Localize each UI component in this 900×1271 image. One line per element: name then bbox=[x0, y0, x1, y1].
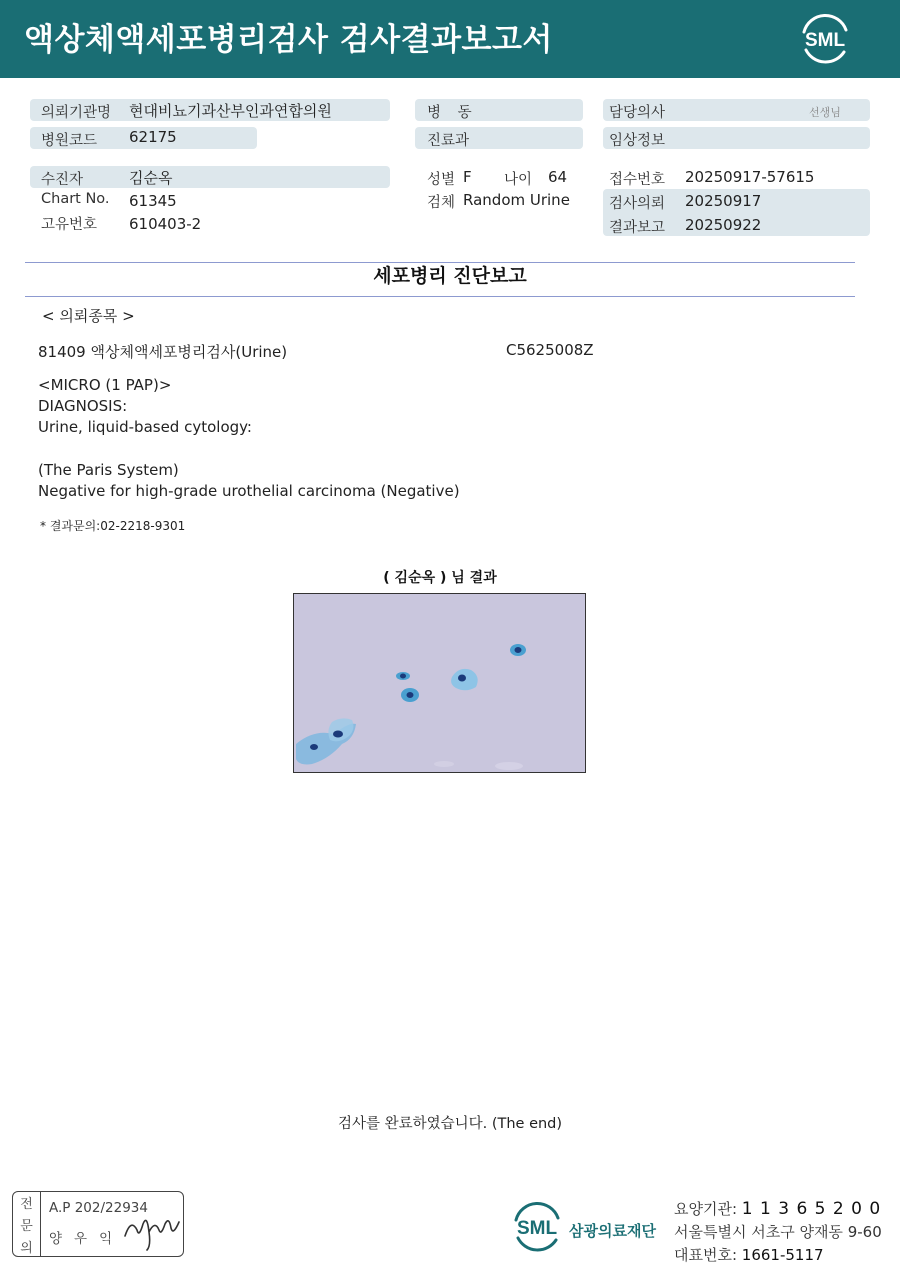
specimen-label: 검체 bbox=[427, 195, 456, 211]
diagnosis-result: Negative for high-grade urothelial carcinoma (Negative) bbox=[38, 482, 460, 500]
chart-no-value: 61345 bbox=[129, 192, 177, 210]
report-header bbox=[0, 0, 900, 78]
patient-name-label: 수진자 bbox=[41, 172, 84, 188]
request-items-header: < 의뢰종목 > bbox=[42, 307, 135, 325]
institution-code-value: 1 1 3 6 5 2 0 0 bbox=[741, 1199, 882, 1219]
hospital-code-label: 병원코드 bbox=[41, 133, 98, 149]
cytology-micrograph-icon bbox=[294, 594, 584, 771]
stamp-side-char-3: 의 bbox=[20, 1241, 33, 1256]
image-caption: ( 김순옥 ) 님 결과 bbox=[383, 570, 497, 586]
department-label: 진료과 bbox=[427, 133, 470, 149]
patient-name-row bbox=[30, 166, 390, 188]
stamp-name: 양우익 bbox=[49, 1231, 125, 1247]
institution-label: 의뢰기관명 bbox=[41, 105, 112, 121]
stamp-side-char-1: 전 bbox=[20, 1197, 33, 1212]
phone-value: 1661-5117 bbox=[741, 1246, 824, 1264]
footer-address: 서울특별시 서초구 양재동 9-60 bbox=[674, 1223, 882, 1241]
patient-name-value: 김순옥 bbox=[129, 169, 173, 187]
age-value: 64 bbox=[548, 168, 568, 186]
stamp-license: A.P 202/22934 bbox=[49, 1200, 148, 1216]
hospital-code-value: 62175 bbox=[129, 128, 177, 146]
age-label: 나이 bbox=[504, 172, 533, 188]
sml-logo-icon bbox=[796, 12, 854, 66]
specimen-value: Random Urine bbox=[463, 191, 570, 209]
stamp-side-char-2: 문 bbox=[20, 1219, 33, 1234]
svg-text:SML: SML bbox=[804, 30, 846, 51]
institution-code-line bbox=[674, 1198, 881, 1219]
diagnosis-specimen: Urine, liquid-based cytology: bbox=[38, 418, 252, 436]
phone-line bbox=[674, 1244, 824, 1265]
inquiry-note: * 결과문의:02-2218-9301 bbox=[40, 519, 186, 533]
accession-no-label: 접수번호 bbox=[609, 172, 666, 188]
cytology-image bbox=[293, 593, 586, 773]
institution-code-label: 요양기관: bbox=[674, 1200, 738, 1218]
accession-no-value: 20250917-57615 bbox=[685, 168, 815, 186]
signature-icon bbox=[121, 1206, 183, 1252]
sex-label: 성별 bbox=[427, 172, 456, 188]
end-text: 검사를 완료하였습니다. (The end) bbox=[337, 1116, 563, 1132]
doctor-label: 담당의사 bbox=[609, 105, 666, 121]
section-rule-bottom bbox=[25, 296, 855, 297]
doctor-suffix: 선생님 bbox=[809, 106, 841, 119]
diagnosis-label: DIAGNOSIS: bbox=[38, 397, 128, 415]
sex-value: F bbox=[463, 168, 472, 186]
clinical-info-label: 임상정보 bbox=[609, 133, 666, 149]
phone-label: 대표번호: bbox=[674, 1246, 738, 1264]
stamp-side bbox=[13, 1192, 41, 1256]
footer-org-name: 삼광의료재단 bbox=[569, 1222, 656, 1240]
report-title: 액상체액세포병리검사 검사결과보고서 bbox=[24, 22, 553, 58]
unique-no-label: 고유번호 bbox=[41, 217, 98, 233]
section-title: 세포병리 진단보고 bbox=[373, 265, 527, 287]
pathologist-stamp bbox=[12, 1191, 184, 1257]
micro-line: <MICRO (1 PAP)> bbox=[38, 376, 172, 394]
report-date-value: 20250922 bbox=[685, 216, 762, 234]
test-item: 81409 액상체액세포병리검사(Urine) bbox=[38, 343, 288, 361]
request-date-label: 검사의뢰 bbox=[609, 196, 666, 212]
test-code: C5625008Z bbox=[506, 341, 594, 359]
chart-no-label: Chart No. bbox=[41, 191, 110, 207]
svg-text:SML: SML bbox=[516, 1218, 558, 1239]
request-date-value: 20250917 bbox=[685, 192, 762, 210]
institution-value: 현대비뇨기과산부인과연합의원 bbox=[129, 102, 332, 120]
ward-label: 병 동 bbox=[427, 105, 478, 121]
report-date-label: 결과보고 bbox=[609, 220, 666, 236]
classification-system: (The Paris System) bbox=[38, 461, 179, 479]
unique-no-value: 610403-2 bbox=[129, 215, 202, 233]
sml-footer-logo-icon bbox=[508, 1200, 566, 1254]
